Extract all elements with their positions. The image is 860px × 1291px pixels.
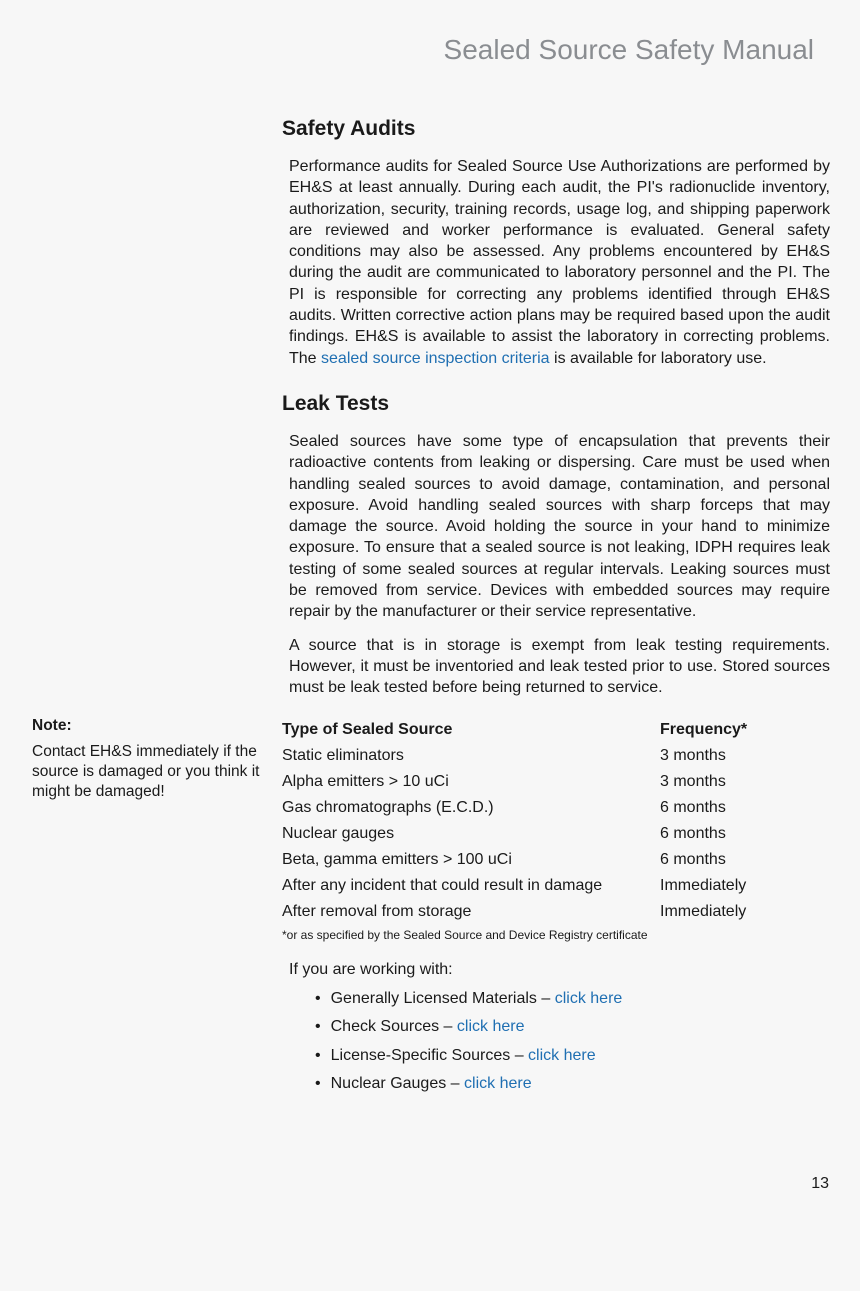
frequency-cell: Immediately [660, 876, 747, 894]
nuclear-gauges-link[interactable]: click here [464, 1075, 532, 1093]
frequency-cell: 3 months [660, 772, 726, 790]
safety-audits-paragraph [289, 156, 830, 369]
list-item-label: Generally Licensed Materials – [330, 989, 555, 1007]
table-row [282, 769, 747, 795]
safety-audits-heading: Safety Audits [282, 117, 416, 140]
list-item-label: Check Sources – [330, 1018, 457, 1036]
source-type-cell: Nuclear gauges [282, 824, 395, 842]
bullet-icon: • [315, 989, 321, 1007]
sealed-source-inspection-criteria-link[interactable]: sealed source inspection criteria [321, 349, 550, 367]
check-sources-link[interactable]: click here [456, 1018, 525, 1036]
main-content [282, 116, 830, 1122]
table-footnote: *or as specified by the Sealed Source and Device Registry certificate [282, 927, 648, 942]
table-row [282, 795, 747, 821]
column-header-source-type: Type of Sealed Source [282, 720, 453, 738]
table-header-row [282, 717, 747, 743]
list-item-label: Nuclear Gauges – [330, 1075, 465, 1093]
source-type-cell: Beta, gamma emitters > 100 uCi [282, 850, 512, 868]
leak-tests-heading: Leak Tests [282, 391, 389, 415]
generally-licensed-materials-link[interactable]: click here [554, 989, 623, 1007]
sidebar-note [32, 716, 262, 802]
license-specific-sources-link[interactable]: click here [528, 1046, 596, 1064]
note-label: Note: [32, 717, 72, 734]
column-header-frequency: Frequency* [660, 720, 748, 738]
working-with-section [289, 958, 830, 1100]
safety-audits-section [282, 116, 830, 369]
bullet-icon: • [315, 1018, 321, 1036]
source-type-cell: Gas chromatographs (E.C.D.) [282, 798, 494, 816]
table-row [282, 847, 747, 873]
source-type-cell: Static eliminators [282, 746, 404, 764]
leak-test-frequency-table [282, 717, 747, 925]
table-row [282, 899, 747, 925]
table-row [282, 743, 747, 769]
page-header-title: Sealed Source Safety Manual [443, 34, 814, 65]
leak-tests-paragraph-1: Sealed sources have some type of encapsulation that prevents their radioactive contents from leaking or dispersing. Care must be used when handling sealed sources to avoid damage, contamination, and personal exposure. Avoid handling sealed sources with sharp forceps that may damage the source. Avoid holding the source in your hand to minimize exposure. To ensure that a sealed source is not leaking, IDPH requires leak testing of some sealed sources at regular intervals. Leaking sources must be removed from service. Devices with embedded sources may require repair by the manufacturer or their service representative. [289, 432, 830, 621]
frequency-cell: 6 months [660, 798, 726, 816]
working-with-intro: If you are working with: [289, 960, 453, 978]
list-item-label: License-Specific Sources – [330, 1046, 529, 1064]
page-number: 13 [811, 1175, 829, 1192]
safety-audits-text: Performance audits for Sealed Source Use Authorizations are performed by EH&S at least annually. During each audit, the PI's radionuclide inventory, authorization, security, training records, usage log, and shipping paperwork are reviewed and worker performance is evaluated. General safety conditions may also be assessed. Any problems encountered by EH&S during the audit are communicated to laboratory personnel and the PI. The PI is responsible for correcting any problems identified through EH&S audits. Written corrective action plans may be required based upon the audit findings. EH&S is available to assist the laboratory in correcting problems. The [289, 158, 830, 367]
table-row [282, 873, 747, 899]
source-type-cell: After any incident that could result in damage [282, 876, 603, 894]
table-row [282, 821, 747, 847]
frequency-cell: 6 months [660, 824, 726, 842]
note-text: Contact EH&S immediately if the source is damaged or you think it might be damaged! [32, 743, 260, 800]
list-item [315, 986, 830, 1015]
list-item [315, 1071, 830, 1100]
leak-tests-section [282, 391, 830, 1100]
source-type-cell: After removal from storage [282, 902, 472, 920]
working-with-list [289, 986, 830, 1100]
list-item [315, 1014, 830, 1043]
bullet-icon: • [315, 1075, 321, 1093]
bullet-icon: • [315, 1046, 321, 1064]
list-item [315, 1043, 830, 1072]
leak-tests-paragraph-2: A source that is in storage is exempt from leak testing requirements. However, it must be inventoried and leak tested prior to use. Stored sources must be leak tested before being returned to service. [289, 636, 830, 697]
safety-audits-text-end: is available for laboratory use. [549, 349, 767, 367]
source-type-cell: Alpha emitters > 10 uCi [282, 772, 449, 790]
frequency-cell: 6 months [660, 850, 726, 868]
frequency-cell: 3 months [660, 746, 726, 764]
frequency-cell: Immediately [660, 902, 747, 920]
